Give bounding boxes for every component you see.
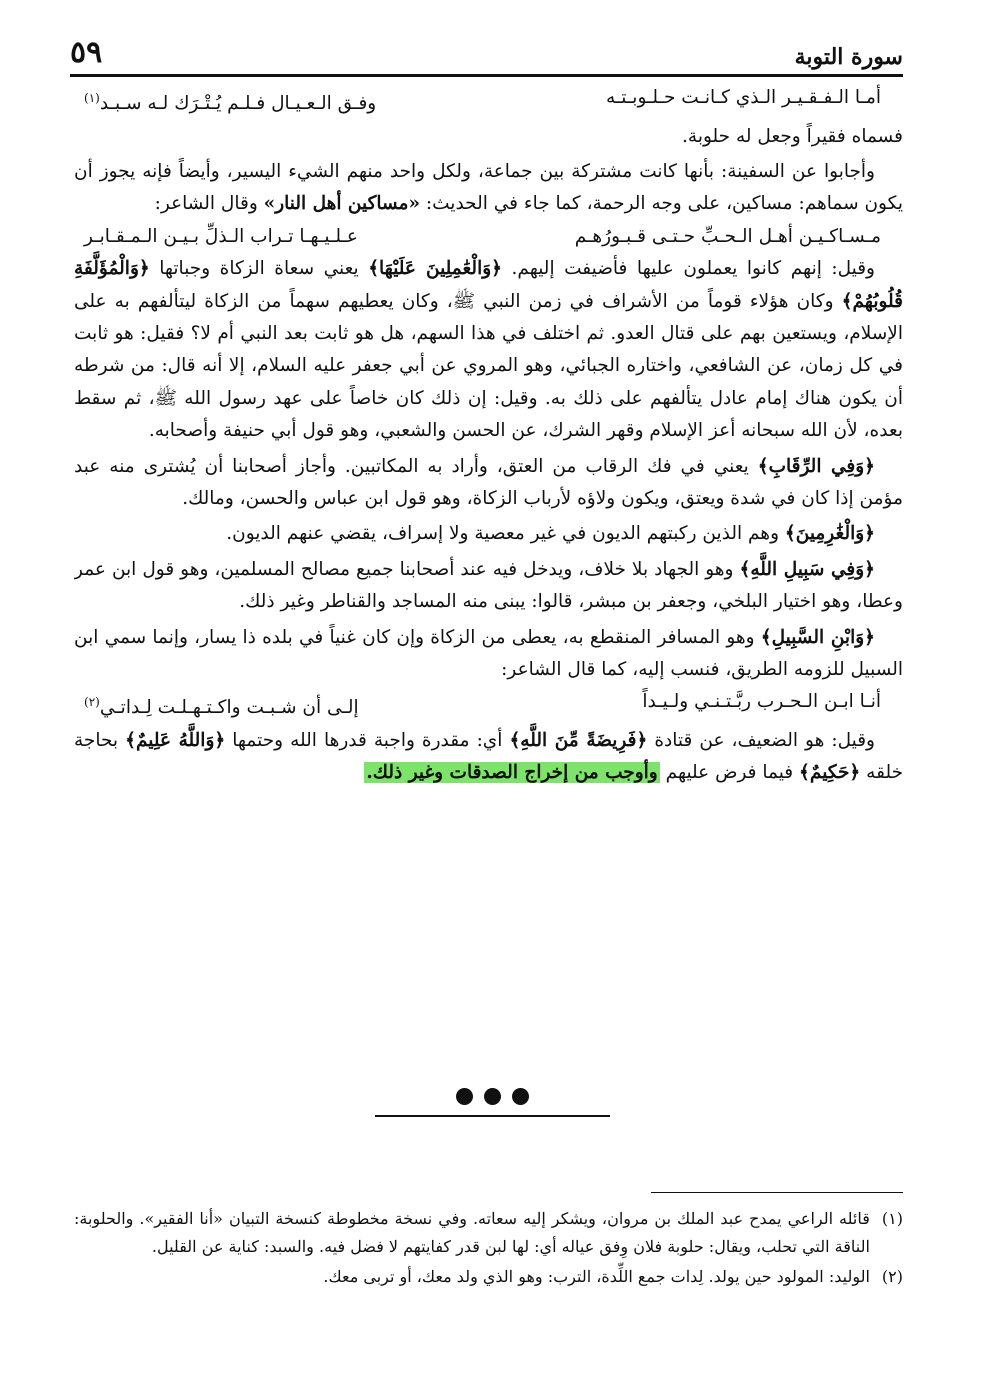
verse-line [74,221,903,253]
paragraph: وأجابوا عن السفينة: بأنها كانت مشتركة بين جماعة، ولكل واحد منهم الشيء اليسير، وأيضاً فإنه يجوز أن يكون سماهم: مساكين، على وجه الرحمة، كما جاء في الحديث: «مساكين أهل النار» وقال الشاعر: [74,160,903,215]
paragraph: فسماه فقيراً وجعل له حلوبة. [682,125,903,147]
verse-hemistich: أمـا الـفـقـيـر الـذي كـانـت حـلـوبـتـه [605,87,881,108]
verse-hemistich: عـلـيـهـا تـراب الـذلِّ بـيـن الـمـقـابـر [84,225,358,247]
quran-quote: ﴿وَاللَّهُ عَلِيمٌ﴾ [125,730,226,752]
footnote-rule [651,1192,903,1193]
footnote [74,1205,903,1261]
footnote-text: الوليد: المولود حين يولد. لِدات جمع اللِّدة، الترب: وهو الذي ولد معك، أو تربى معك. [323,1267,870,1286]
paragraph: ﴿وَابْنِ السَّبِيلِ﴾ وهو المسافر المنقطع به، يعطى من الزكاة وإن كان غنياً في بلده ذا يسار، وإنما سمي ابن السبيل للزومه الطريق، فنسب إليه، كما قال الشاعر: [74,626,903,681]
dot-ornament [456,1088,473,1105]
section-separator [375,1088,610,1117]
paragraph: ﴿وَفِي الرِّقَابِ﴾ يعني في فك الرقاب من العتق، وأراد به المكاتبين. وأجاز أصحابنا أن يُشترى منه عبد مؤمن إذا كان في شدة ويعتق، ويكون ولاؤه لأرباب الزكاة، وهو قول ابن عباس والحسن، ومالك. [74,455,903,510]
verse-hemistich: إلـى أن شـبـت واكـتـهـلـت لِـداتـي$^{(٢)}$ [84,695,359,719]
quran-quote: ﴿وَالْغَٰرِمِينَ﴾ [784,523,875,545]
header-rule [70,74,903,77]
paragraph: ﴿وَفِي سَبِيلِ اللَّهِ﴾ وهو الجهاد بلا خلاف، ويدخل فيه عند أصحابنا جميع مصالح المسلمين، وهو قول ابن عمر وعطا، وهو اختيار البلخي، وجعفر بن مبشر، قالوا: يبنى منه المساجد والقناطر وغير ذلك. [74,558,903,613]
paragraph: وقيل: هو الضعيف، عن قتادة ﴿فَرِيضَةً مِّنَ اللَّهِ﴾ أي: مقدرة واجبة قدرها الله وحتمها ﴿وَاللَّهُ عَلِيمٌ﴾ بحاجة خلقه ﴿حَكِيمٌ﴾ فيما فرض عليهم وأوجب من إخراج الصدقات وغير ذلك. [74,730,903,784]
footnote-ref[interactable]: (٢) [84,695,100,710]
verse-hemistich: أنـا ابـن الـحـرب ربَّـتـنـي ولـيـداً [642,691,881,713]
verse-hemistich: وفـق الـعـيـال فـلـم يُـتْـرَك لـه سـبـد$^{(١)}$ [84,91,377,115]
quran-quote: ﴿وَابْنِ السَّبِيلِ﴾ [760,626,875,648]
footnote-text: قائله الراعي يمدح عبد الملك بن مروان، ويشكر إليه سعاته. وفي نسخة مخطوطة كنسخة التبيان «أنا الفقير». والحلوبة: الناقة التي تحلب، ويقال: حلوبة فلان وِفق عياله أي: لها لبن قدر كفايتهم لا فضل فيه. والسبد: كناية عن القليل. [74,1209,870,1256]
surah-title: سورة التوبة [794,44,903,70]
quran-quote: ﴿وَالْمُؤَلَّفَةِ قُلُوبُهُمْ﴾ [74,258,903,312]
dot-ornament [512,1088,529,1105]
paragraph: وقيل: إنهم كانوا يعملون عليها فأضيفت إليهم. ﴿وَالْعَٰمِلِينَ عَلَيْهَا﴾ يعني سعاة الزكاة وجباتها ﴿وَالْمُؤَلَّفَةِ قُلُوبُهُمْ﴾ وكان هؤلاء قوماً من الأشراف في زمن النبي ﷺ، وكان يعطيهم سهماً من الزكاة ليتألفهم به على الإسلام، ويستعين بهم على قتال العدو. ثم اختلف في هذا السهم، هل هو ثابت بعد النبي أم لا؟ فقيل: هو ثابت في كل زمان، عن الشافعي، واختاره الجبائي، وهو المروي عن أبي جعفر عليه السلام، إلا أنه قال: من شرطه أن يكون هناك إمام عادل يتألفهم على ذلك به. وقيل: إن ذلك كان خاصاً على عهد رسول الله ﷺ، ثم سقط بعده، لأن الله سبحانه أعز الإسلام وقهر الشرك، عن الحسن والشعبي، وهو قول أبي حنيفة وأصحابه. [74,258,903,442]
footnotes [74,1205,903,1293]
footnote-number: (١) [881,1209,903,1228]
verse-line [74,82,903,121]
dot-ornament [484,1088,501,1105]
main-text [74,82,903,1092]
footnote-number: (٢) [881,1267,903,1286]
footnote-ref[interactable]: (١) [84,91,100,105]
verse-line [74,686,903,725]
footnote [74,1263,903,1291]
separator-rule [375,1115,610,1117]
page-header [70,30,903,70]
quran-quote: ﴿فَرِيضَةً مِّنَ اللَّهِ﴾ [509,730,648,752]
paragraph: ﴿وَالْغَٰرِمِينَ﴾ وهم الذين ركبتهم الديون في غير معصية ولا إسراف، يقضي عنهم الديون. [226,523,875,545]
quran-quote: ﴿حَكِيمٌ﴾ [799,762,861,784]
page-number: ٥٩ [70,35,103,70]
hadith-quote: «مساكين أهل النار» [263,193,421,215]
verse-hemistich: مـسـاكـيـن أهـل الـحـبِّ حـتـى قـبـورُهـم [574,225,881,247]
quran-quote: ﴿وَالْعَٰمِلِينَ عَلَيْهَا﴾ [368,258,502,280]
quran-quote: ﴿وَفِي سَبِيلِ اللَّهِ﴾ [739,558,875,580]
quran-quote: ﴿وَفِي الرِّقَابِ﴾ [757,455,875,477]
highlighted-text[interactable]: وأوجب من إخراج الصدقات وغير ذلك. [366,762,658,784]
